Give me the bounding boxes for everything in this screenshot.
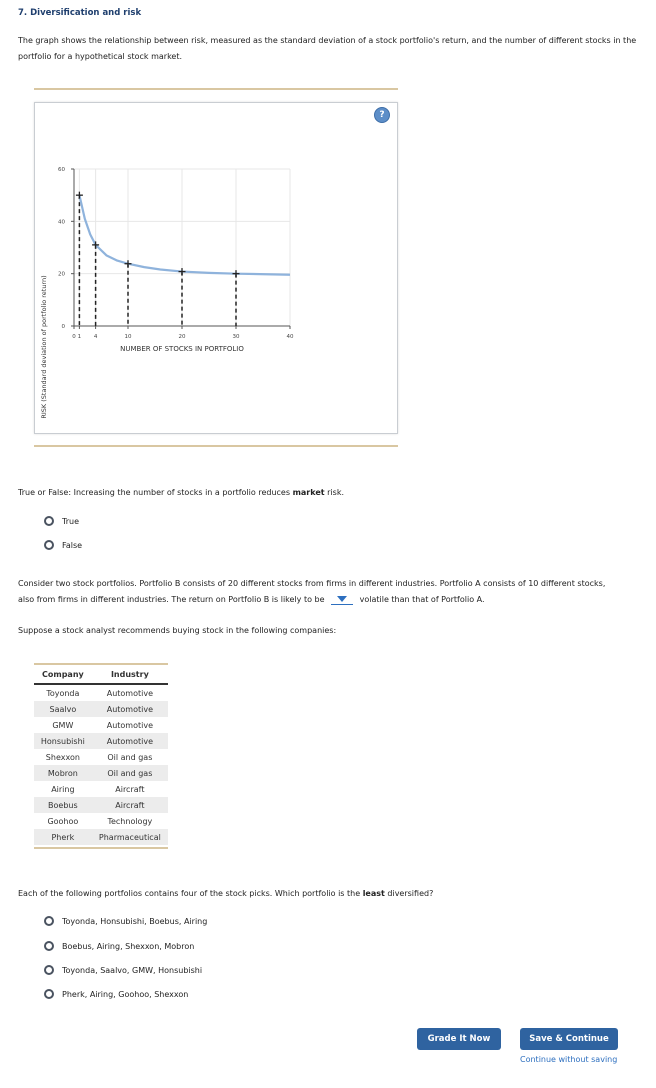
company-table [34, 666, 168, 845]
table-row [34, 684, 168, 701]
q3-prompt-bold: least [362, 889, 385, 898]
q1-option-false[interactable] [44, 540, 82, 550]
q2-text-before: also from firms in different industries. The return on Portfolio B is likely to be [18, 595, 325, 604]
y-axis-label: RISK (Standard deviation of portfolio return) [40, 275, 48, 419]
radio-button[interactable] [44, 540, 54, 550]
industry-cell: Oil and gas [107, 752, 153, 762]
risk-chart [34, 102, 396, 432]
question-title: 7. Diversification and risk [18, 8, 142, 18]
company-cell: Honsubishi [34, 733, 92, 749]
q3-option-label: Pherk, Airing, Goohoo, Shexxon [62, 989, 189, 999]
table-header-company: Company [34, 666, 92, 684]
q3-option-3[interactable] [44, 965, 202, 975]
radio-button[interactable] [44, 916, 54, 926]
industry-cell: Oil and gas [92, 765, 168, 781]
q3-prompt-suffix: diversified? [384, 889, 434, 898]
company-cell: Boebus [34, 797, 92, 813]
table-top-divider [34, 663, 168, 665]
x-tick-label: 30 [232, 334, 240, 340]
y-tick-label: 20 [58, 271, 65, 278]
q3-option-1[interactable] [44, 916, 207, 926]
radio-button[interactable] [44, 941, 54, 951]
q3-option-label: Toyonda, Saalvo, GMW, Honsubishi [62, 965, 203, 975]
radio-button[interactable] [44, 965, 54, 975]
industry-cell: Automotive [106, 688, 153, 698]
x-tick-label: 4 [93, 334, 98, 340]
question-intro: The graph shows the relationship between risk, measured as the standard deviation of a stock portfolio's return, and the number of different stocks in the portfolio for a hypothetical stock market. [18, 36, 637, 61]
graph-bottom-divider [34, 445, 398, 447]
q1-prompt-suffix: risk. [324, 488, 345, 497]
q3-option-label: Boebus, Airing, Shexxon, Mobron [62, 941, 195, 951]
table-row [34, 717, 168, 733]
company-cell: Goohoo [47, 816, 79, 826]
q1-option-label: False [62, 540, 83, 550]
industry-cell: Technology [107, 816, 153, 826]
data-point-marker [76, 192, 83, 199]
help-icon[interactable]: ? [374, 107, 390, 123]
table-row [34, 733, 168, 749]
q1-option-label: True [62, 516, 79, 526]
grade-it-now-button[interactable]: Grade It Now [417, 1028, 501, 1050]
radio-button[interactable] [44, 989, 54, 999]
y-tick-label: 40 [58, 219, 65, 226]
company-cell: Airing [51, 784, 75, 794]
x-tick-label: 10 [124, 334, 132, 340]
q3-prompt [18, 889, 433, 898]
company-cell: Toyonda [46, 688, 80, 698]
x-axis-label: NUMBER OF STOCKS IN PORTFOLIO [120, 345, 244, 353]
q3-option-4[interactable] [44, 989, 188, 999]
table-row [34, 813, 168, 829]
q3-intro: Suppose a stock analyst recommends buying stock in the following companies: [18, 626, 337, 635]
y-tick-label: 0 [61, 324, 65, 330]
table-row [34, 749, 168, 765]
q2-paragraph [18, 576, 643, 608]
table-row [34, 701, 168, 717]
company-cell: Shexxon [45, 752, 80, 762]
table-row [34, 765, 168, 781]
industry-cell: Pharmaceutical [92, 829, 168, 845]
table-row [34, 781, 168, 797]
company-cell: Mobron [34, 765, 92, 781]
data-point-marker [125, 260, 132, 267]
x-tick-label: 1 [77, 334, 82, 340]
q2-text-line1: Consider two stock portfolios. Portfolio B consists of 20 different stocks from firms in different industries. Portfolio A consists of 10 different stocks, [18, 579, 606, 588]
x-tick-label: 40 [286, 334, 294, 340]
q1-option-true[interactable] [44, 516, 79, 526]
data-point-marker [233, 270, 240, 277]
x-tick-label: 20 [178, 334, 186, 340]
industry-cell: Aircraft [115, 784, 145, 794]
company-cell: Pherk [34, 829, 92, 845]
continue-without-saving-link[interactable]: Continue without saving [520, 1055, 618, 1064]
y-tick-label: 60 [58, 167, 65, 173]
company-cell: Saalvo [34, 701, 92, 717]
q1-prompt-bold: market [292, 488, 325, 497]
q3-option-2[interactable] [44, 941, 194, 951]
q3-option-label: Toyonda, Honsubishi, Boebus, Airing [62, 916, 208, 926]
save-continue-button[interactable]: Save & Continue [520, 1028, 618, 1050]
risk-curve [79, 195, 290, 275]
radio-button[interactable] [44, 516, 54, 526]
table-header-industry: Industry [92, 666, 168, 684]
q2-text-after: volatile than that of Portfolio A. [359, 595, 485, 604]
table-row [34, 797, 168, 813]
q3-prompt-text: Each of the following portfolios contains four of the stock picks. Which portfolio is the [18, 889, 363, 898]
industry-cell: Automotive [106, 720, 153, 730]
q1-prompt-text: True or False: Increasing the number of stocks in a portfolio reduces [18, 488, 293, 497]
industry-cell: Automotive [92, 701, 168, 717]
industry-cell: Automotive [92, 733, 168, 749]
q1-prompt [18, 488, 344, 497]
table-row [34, 829, 168, 845]
volatility-dropdown[interactable] [331, 594, 353, 605]
x-tick-label: 0 [72, 334, 76, 340]
table-bottom-divider [34, 847, 168, 849]
graph-top-divider [34, 88, 398, 90]
industry-cell: Aircraft [92, 797, 168, 813]
company-cell: GMW [52, 720, 74, 730]
